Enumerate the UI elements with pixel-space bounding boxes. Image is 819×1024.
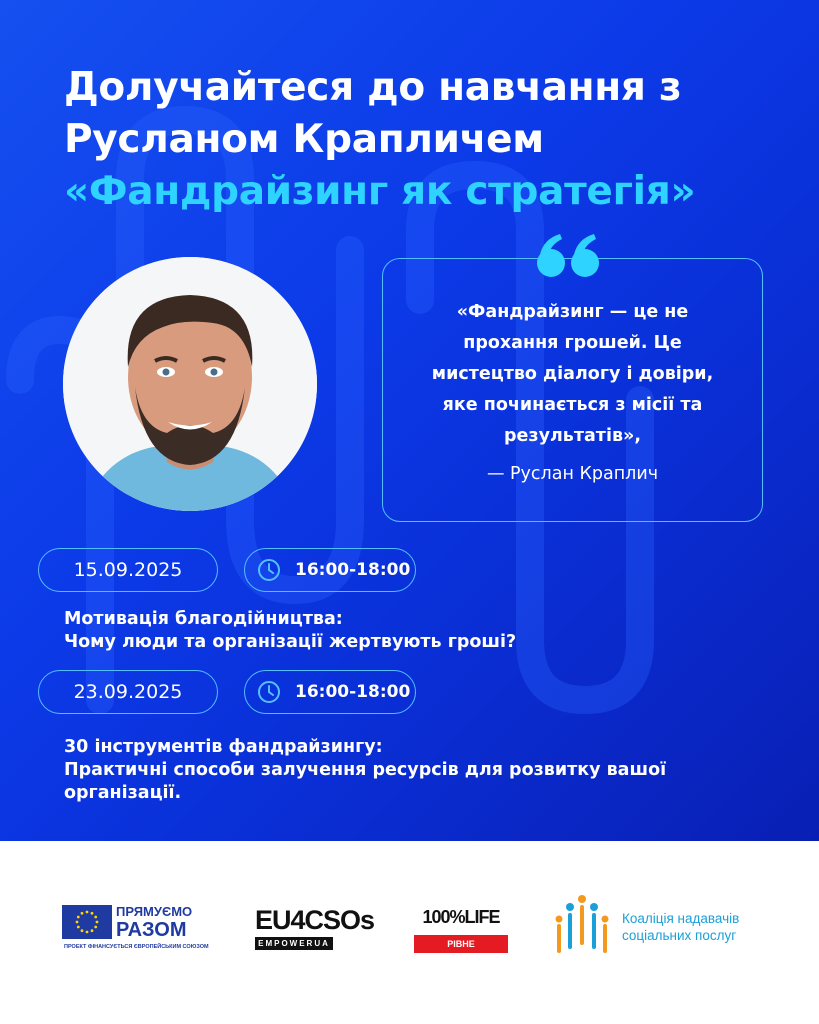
session-1-topic-line-2: Чому люди та організації жертвують гроші?	[64, 632, 517, 652]
session-2-time-text: 16:00-18:00	[295, 682, 411, 702]
session-1-date	[38, 548, 218, 592]
session-1-time-text: 16:00-18:00	[295, 560, 411, 580]
session-1-time	[244, 548, 416, 592]
100-life-logo	[414, 905, 508, 955]
partner-logos-footer	[0, 841, 819, 1024]
page-title	[64, 62, 784, 218]
eu4csos-logo	[255, 905, 375, 955]
quote-text	[384, 297, 761, 452]
title-line-2: Русланом Крапличем	[64, 117, 544, 162]
clock-icon	[257, 558, 281, 582]
session-1-topic	[64, 608, 764, 654]
coalition-line-1: Коаліція надавачів	[622, 911, 740, 926]
session-2-time	[244, 670, 416, 714]
quote-line: результатів»,	[504, 426, 641, 446]
coalition-line-2: соціальних послуг	[622, 928, 737, 943]
speaker-portrait	[63, 257, 317, 511]
quote-line: яке починається з місії та	[442, 395, 703, 415]
life-text: 100%LIFE	[422, 907, 500, 927]
quote-line: «Фандрайзинг — це не	[456, 302, 689, 322]
session-2-topic-line-1: 30 інструментів фандрайзингу:	[64, 737, 383, 757]
title-highlight: «Фандрайзинг як стратегія»	[64, 169, 696, 214]
session-2-date-text: 23.09.2025	[73, 681, 183, 703]
session-1-topic-line-1: Мотивація благодійництва:	[64, 609, 343, 629]
razom-text: РАЗОМ	[116, 919, 187, 941]
quote-author: — Руслан Краплич	[486, 464, 659, 484]
eu4csos-subtitle: EMPOWERUA	[255, 937, 333, 950]
pryamuiemo-caption: ПРОЕКТ ФІНАНСУЄТЬСЯ ЄВРОПЕЙСЬКИМ СОЮЗОМ	[64, 944, 209, 950]
clock-icon	[257, 680, 281, 704]
coalition-logo	[552, 893, 772, 959]
pryamuiemo-text: ПРЯМУЄМО	[116, 904, 193, 919]
coalition-people-icon	[552, 893, 612, 959]
quote-mark-icon	[536, 232, 602, 280]
session-2-topic	[64, 736, 764, 805]
session-2-date	[38, 670, 218, 714]
life-city: РІВНЕ	[414, 935, 508, 953]
session-1-date-text: 15.09.2025	[73, 559, 183, 581]
pryamuiemo-razom-logo	[62, 905, 212, 955]
session-2-topic-line-3: організації.	[64, 783, 182, 803]
quote-line: прохання грошей. Це	[463, 333, 682, 353]
speaker-photo	[63, 257, 317, 511]
title-line-1: Долучайтеся до навчання з	[64, 65, 682, 110]
eu4csos-text: EU4CSOs	[255, 905, 375, 935]
eu-flag-icon	[62, 905, 112, 939]
quote-line: мистецтво діалогу і довіри,	[431, 364, 714, 384]
session-2-topic-line-2: Практичні способи залучення ресурсів для розвитку вашої	[64, 760, 667, 780]
